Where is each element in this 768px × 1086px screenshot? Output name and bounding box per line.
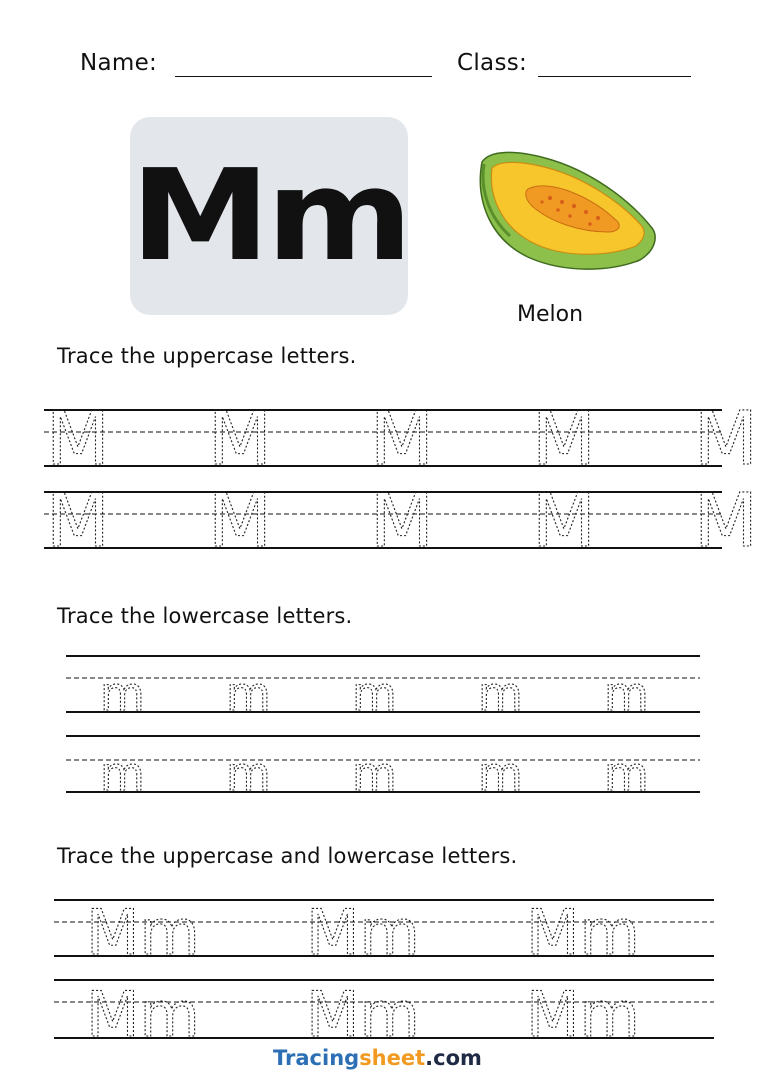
name-label: Name: <box>80 50 158 76</box>
trace-lowercase-1-5: m <box>604 667 649 721</box>
footer-brand-part2: sheet <box>359 1046 426 1070</box>
trace-lowercase-2-4: m <box>478 747 523 801</box>
trace-uppercase-2-3: M <box>370 478 434 564</box>
trace-mixed-1-2: Mm <box>306 896 420 969</box>
trace-uppercase-1-2: M <box>208 396 272 482</box>
mixed-row-1 <box>86 896 640 969</box>
section-instruction-uppercase: Trace the uppercase letters. <box>57 344 357 368</box>
trace-mixed-1-3: Mm <box>526 896 640 969</box>
footer-brand <box>273 1046 482 1070</box>
uppercase-tracing-area <box>40 396 758 564</box>
lowercase-tracing-area <box>60 648 710 801</box>
featured-letters: Mm <box>129 142 409 289</box>
melon-icon <box>470 140 660 280</box>
trace-lowercase-2-3: m <box>352 747 397 801</box>
uppercase-row-2 <box>46 478 758 564</box>
trace-uppercase-1-4: M <box>532 396 596 482</box>
trace-uppercase-1-5: M <box>694 396 758 482</box>
mixed-tracing-area <box>50 892 720 1052</box>
trace-lowercase-1-3: m <box>352 667 397 721</box>
uppercase-row-1 <box>46 396 758 482</box>
trace-uppercase-2-2: M <box>208 478 272 564</box>
trace-uppercase-2-1: M <box>46 478 110 564</box>
trace-lowercase-1-2: m <box>226 667 271 721</box>
trace-uppercase-1-3: M <box>370 396 434 482</box>
trace-uppercase-2-5: M <box>694 478 758 564</box>
name-field[interactable] <box>175 76 432 77</box>
trace-lowercase-1-1: m <box>100 667 145 721</box>
trace-uppercase-1-1: M <box>46 396 110 482</box>
footer-brand-part1: Tracing <box>273 1046 360 1070</box>
featured-letter-card <box>130 117 408 315</box>
class-label: Class: <box>457 50 528 76</box>
class-field[interactable] <box>538 76 691 77</box>
footer-brand-part3: .com <box>425 1046 482 1070</box>
trace-lowercase-2-1: m <box>100 747 145 801</box>
trace-lowercase-1-4: m <box>478 667 523 721</box>
featured-caption: Melon <box>517 302 584 327</box>
trace-lowercase-2-2: m <box>226 747 271 801</box>
trace-lowercase-2-5: m <box>604 747 649 801</box>
trace-uppercase-2-4: M <box>532 478 596 564</box>
trace-mixed-2-3: Mm <box>526 978 640 1051</box>
section-instruction-lowercase: Trace the lowercase letters. <box>57 604 353 628</box>
trace-mixed-1-1: Mm <box>86 896 200 969</box>
mixed-row-2 <box>86 978 640 1051</box>
trace-mixed-2-1: Mm <box>86 978 200 1051</box>
trace-mixed-2-2: Mm <box>306 978 420 1051</box>
section-instruction-mixed: Trace the uppercase and lowercase letters. <box>57 844 518 868</box>
